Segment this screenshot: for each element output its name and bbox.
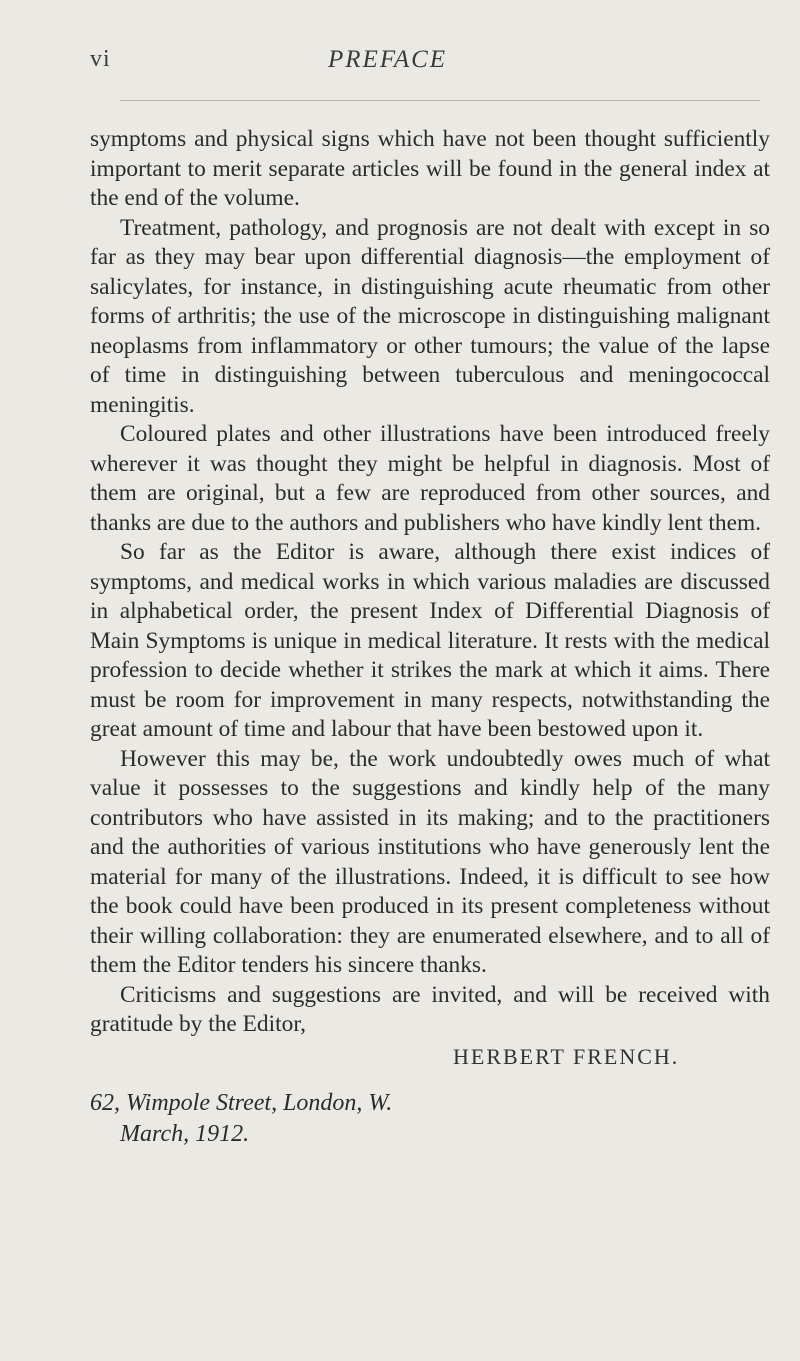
street-address: 62, Wimpole Street, London, W. xyxy=(90,1090,393,1116)
paragraph-uniqueness: So far as the Editor is aware, although there exist indices of symptoms, and medical works in which various maladies are discussed in alphabetical order, the present Index of Differential Diagnosis of Main Symptoms is unique in medical literature. It rests with the medical profession to decide whether it strikes the mark at which it aims. There must be room for improvement in many respects, notwithstanding the great amount of time and labour that have been bestowed upon it. xyxy=(90,539,770,742)
paragraph-acknowledgements: However this may be, the work undoubtedly owes much of what value it possesses to the suggestions and kindly help of the many contributors who have assisted in its making; and to the practitioners and the authorities of various institutions who have generously lent the material for many of the illustrations. Indeed, it is difficult to see how the book could have been produced in its present completeness without their willing collaboration: they are enumerated elsewhere, and to all of them the Editor tenders his sincere thanks. xyxy=(90,745,770,978)
header-rule xyxy=(120,100,760,101)
author-signature: HERBERT FRENCH. xyxy=(453,1044,680,1069)
paragraph-illustrations: Coloured plates and other illustrations have been introduced freely wherever it was thought they might be helpful in diagnosis. Most of them are original, but a few are reproduced from other sources, and thanks are due to the authors and publishers who have kindly lent them. xyxy=(90,421,770,536)
address-block xyxy=(90,1088,392,1150)
preface-date: March, 1912. xyxy=(120,1121,250,1147)
paragraph-treatment: Treatment, pathology, and prognosis are not dealt with except in so far as they may bear upon differential diagnosis—the employment of salicylates, for instance, in distinguishing acute rheumatic from other forms of arthritis; the use of the microscope in distinguishing malignant neoplasms from inflammatory or other tumours; the value of the lapse of time in distinguishing between tuberculous and meningococcal meningitis. xyxy=(90,214,770,418)
page-number: vi xyxy=(90,46,111,72)
paragraph-criticisms: Criticisms and suggestions are invited, and will be received with gratitude by the Editor, xyxy=(90,981,770,1037)
running-head: PREFACE xyxy=(328,46,448,73)
paragraph-continuation: symptoms and physical signs which have not been thought sufficiently important to merit separate articles will be found in the general index at the end of the volume. xyxy=(90,126,770,211)
page-header xyxy=(90,42,770,82)
preface-body xyxy=(90,125,770,1040)
